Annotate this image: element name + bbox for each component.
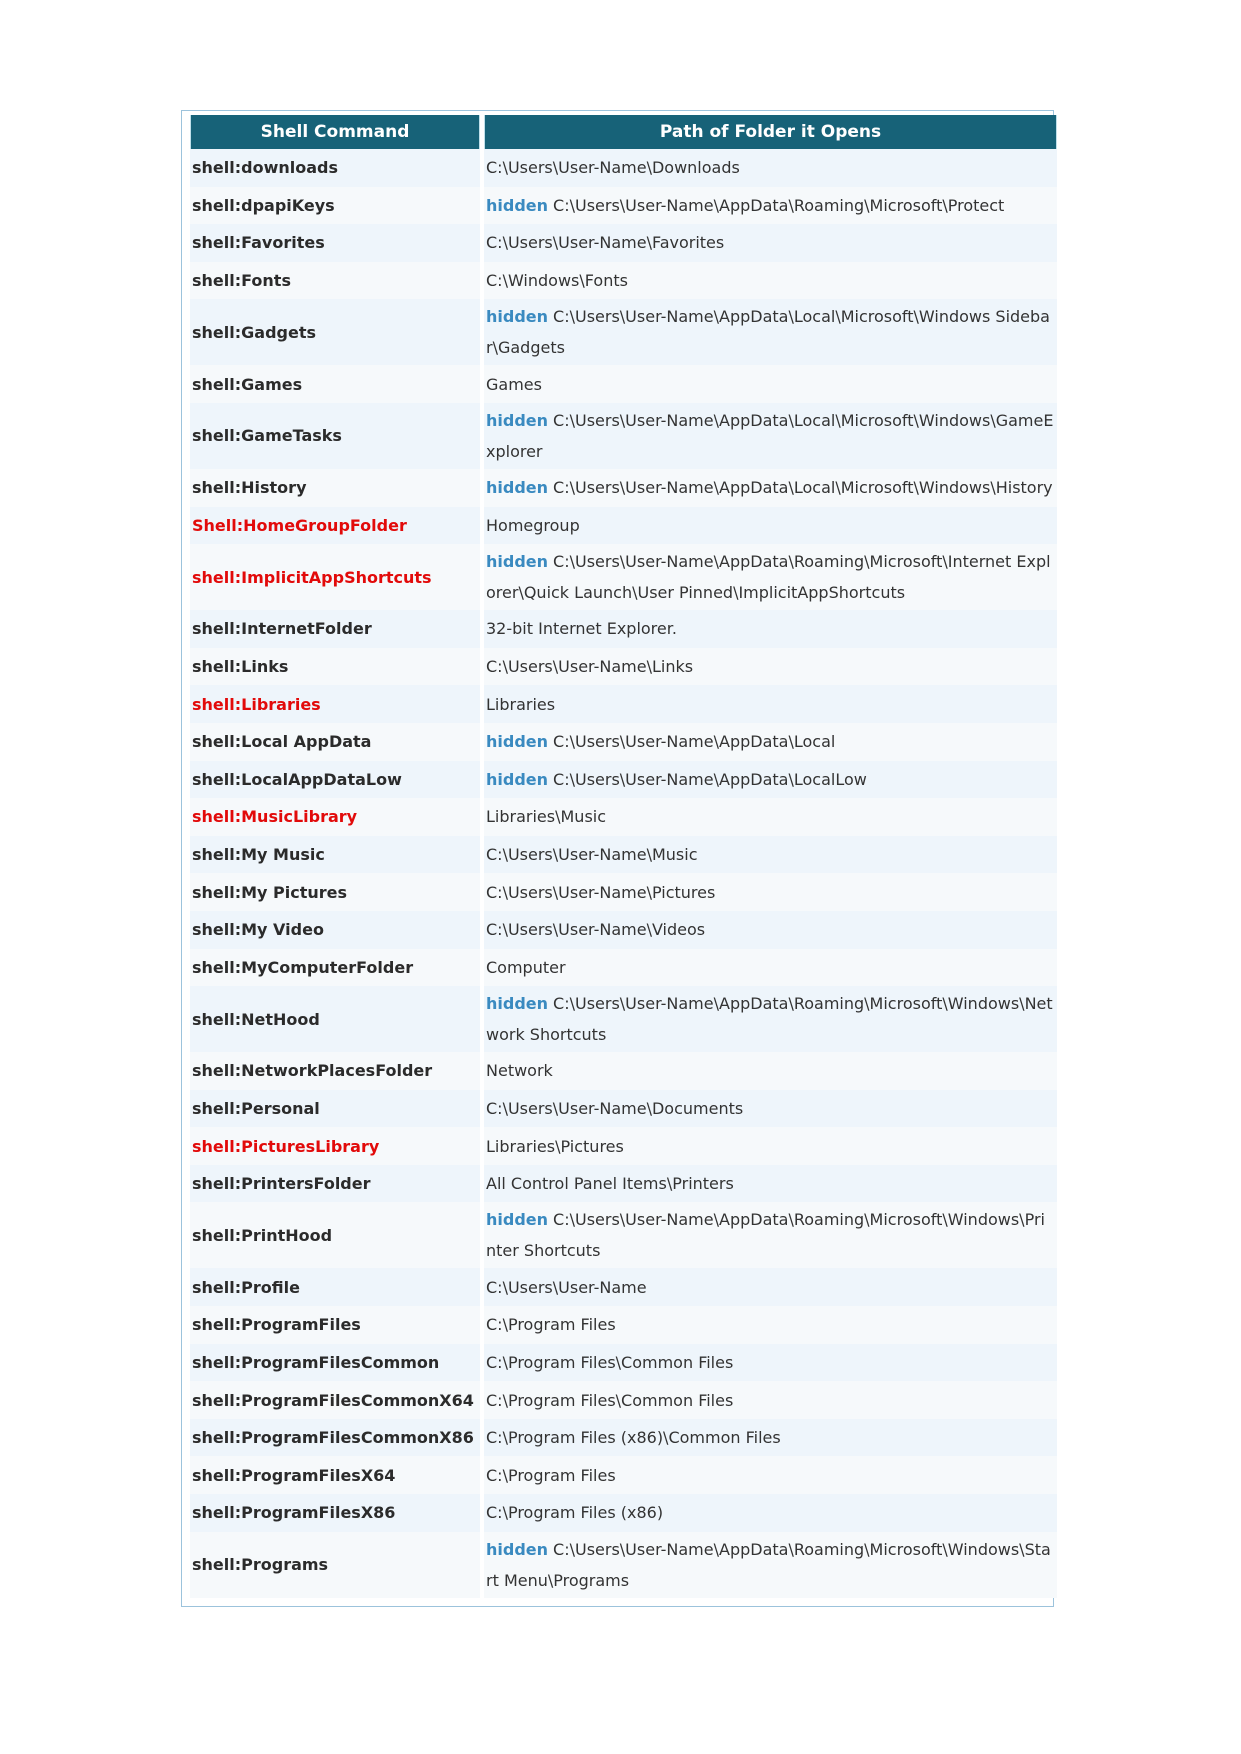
folder-path-cell [484, 403, 1057, 469]
folder-path-text: C:\Program Files [486, 1465, 616, 1485]
table-row [190, 507, 1057, 545]
table-row [190, 798, 1057, 836]
folder-path-cell [484, 1456, 1057, 1494]
folder-path-cell [484, 798, 1057, 836]
folder-path-cell [484, 1165, 1057, 1203]
table-row [190, 365, 1057, 403]
folder-path-cell [484, 949, 1057, 987]
table-row [190, 1494, 1057, 1532]
hidden-badge: hidden [486, 478, 549, 498]
shell-command-cell: shell:MusicLibrary [190, 798, 480, 836]
shell-command-cell: shell:Fonts [190, 262, 480, 300]
folder-path-text: C:\Users\User-Name\Favorites [486, 233, 725, 253]
table-row [190, 1306, 1057, 1344]
table-row [190, 648, 1057, 686]
folder-path-cell [484, 365, 1057, 403]
hidden-badge: hidden [486, 732, 549, 752]
table-row [190, 1127, 1057, 1165]
folder-path-cell [484, 1127, 1057, 1165]
hidden-badge: hidden [486, 307, 549, 327]
folder-path-text: C:\Users\User-Name\AppData\Local\Microsoft\Windows\GameExplorer [486, 410, 1054, 461]
folder-path-cell [484, 836, 1057, 874]
folder-path-cell [484, 1202, 1057, 1268]
folder-path-text: C:\Users\User-Name\Videos [486, 920, 706, 940]
folder-path-text: Computer [486, 957, 566, 977]
table-row [190, 1532, 1057, 1598]
folder-path-cell [484, 1090, 1057, 1128]
folder-path-cell [484, 1419, 1057, 1457]
folder-path-text: C:\Users\User-Name\Documents [486, 1098, 744, 1118]
table-row [190, 836, 1057, 874]
shell-command-cell: shell:Favorites [190, 224, 480, 262]
folder-path-text: C:\Users\User-Name\Music [486, 845, 698, 865]
hidden-badge: hidden [486, 1539, 549, 1559]
shell-command-cell: shell:NetworkPlacesFolder [190, 1052, 480, 1090]
folder-path-text: C:\Program Files\Common Files [486, 1352, 734, 1372]
shell-command-cell: shell:Games [190, 365, 480, 403]
shell-command-cell: shell:LocalAppDataLow [190, 761, 480, 799]
folder-path-cell [484, 610, 1057, 648]
table-row [190, 873, 1057, 911]
folder-path-cell [484, 1381, 1057, 1419]
table-row [190, 1456, 1057, 1494]
folder-path-text: C:\Users\User-Name\AppData\Local [553, 732, 836, 752]
folder-path-cell [484, 1344, 1057, 1382]
folder-path-text: C:\Users\User-Name\AppData\Roaming\Microsoft\Protect [553, 195, 1005, 215]
folder-path-text: C:\Users\User-Name\AppData\LocalLow [553, 769, 867, 789]
table-row [190, 1419, 1057, 1457]
table-row [190, 403, 1057, 469]
folder-path-text: C:\Users\User-Name\Downloads [486, 158, 740, 178]
shell-command-cell: shell:Profile [190, 1268, 480, 1306]
folder-path-cell [484, 911, 1057, 949]
folder-path-cell [484, 1268, 1057, 1306]
hidden-badge: hidden [486, 195, 549, 215]
table-row [190, 761, 1057, 799]
table-row [190, 949, 1057, 987]
table-header-row [190, 115, 1057, 149]
table-row [190, 1381, 1057, 1419]
table-row [190, 685, 1057, 723]
folder-path-cell [484, 986, 1057, 1052]
shell-command-cell: shell:History [190, 469, 480, 507]
shell-command-cell: shell:ProgramFilesCommonX86 [190, 1419, 480, 1457]
shell-command-cell: shell:My Pictures [190, 873, 480, 911]
folder-path-cell [484, 685, 1057, 723]
shell-command-cell: shell:PrintHood [190, 1202, 480, 1268]
table-row [190, 299, 1057, 365]
shell-commands-table [186, 115, 1061, 1598]
table-row [190, 911, 1057, 949]
folder-path-cell [484, 469, 1057, 507]
folder-path-cell [484, 187, 1057, 225]
folder-path-text: Libraries [486, 694, 556, 714]
shell-command-cell: shell:NetHood [190, 986, 480, 1052]
shell-command-cell: shell:MyComputerFolder [190, 949, 480, 987]
shell-command-cell: shell:Local AppData [190, 723, 480, 761]
shell-command-cell: shell:Programs [190, 1532, 480, 1598]
shell-command-cell: shell:ProgramFiles [190, 1306, 480, 1344]
table-row [190, 1268, 1057, 1306]
shell-commands-table-frame [181, 110, 1054, 1607]
table-row [190, 469, 1057, 507]
folder-path-text: C:\Users\User-Name\Pictures [486, 882, 716, 902]
folder-path-cell [484, 299, 1057, 365]
shell-command-cell: shell:Personal [190, 1090, 480, 1128]
folder-path-cell [484, 723, 1057, 761]
table-row [190, 187, 1057, 225]
table-row [190, 610, 1057, 648]
shell-command-cell: shell:PicturesLibrary [190, 1127, 480, 1165]
folder-path-text: Libraries\Pictures [486, 1136, 624, 1156]
folder-path-cell [484, 149, 1057, 187]
shell-command-cell: shell:Gadgets [190, 299, 480, 365]
shell-command-cell: shell:downloads [190, 149, 480, 187]
folder-path-text: C:\Users\User-Name\AppData\Local\Microsoft\Windows Sidebar\Gadgets [486, 307, 1050, 358]
folder-path-text: C:\Users\User-Name\AppData\Roaming\Microsoft\Windows\Start Menu\Programs [486, 1539, 1051, 1590]
folder-path-text: C:\Users\User-Name\AppData\Roaming\Microsoft\Internet Explorer\Quick Launch\User Pinned\ImplicitAppShortcuts [486, 552, 1051, 603]
hidden-badge: hidden [486, 769, 549, 789]
table-row [190, 1052, 1057, 1090]
header-shell-command: Shell Command [190, 115, 480, 149]
hidden-badge: hidden [486, 1210, 549, 1230]
folder-path-text: C:\Users\User-Name\AppData\Roaming\Microsoft\Windows\Printer Shortcuts [486, 1210, 1045, 1261]
table-row [190, 544, 1057, 610]
table-row [190, 986, 1057, 1052]
folder-path-text: C:\Users\User-Name [486, 1277, 647, 1297]
folder-path-text: C:\Users\User-Name\AppData\Local\Microsoft\Windows\History [553, 478, 1053, 498]
folder-path-text: C:\Users\User-Name\Links [486, 657, 694, 677]
table-row [190, 1344, 1057, 1382]
folder-path-text: Homegroup [486, 515, 580, 535]
folder-path-cell [484, 1494, 1057, 1532]
shell-command-cell: shell:ProgramFilesX64 [190, 1456, 480, 1494]
folder-path-text: C:\Program Files (x86)\Common Files [486, 1428, 781, 1448]
shell-command-cell: shell:ImplicitAppShortcuts [190, 544, 480, 610]
hidden-badge: hidden [486, 994, 549, 1014]
shell-command-cell: shell:My Music [190, 836, 480, 874]
hidden-badge: hidden [486, 410, 549, 430]
shell-command-cell: shell:ProgramFilesCommon [190, 1344, 480, 1382]
folder-path-text: All Control Panel Items\Printers [486, 1174, 734, 1194]
table-row [190, 1090, 1057, 1128]
folder-path-text: Games [486, 374, 542, 394]
folder-path-text: 32-bit Internet Explorer. [486, 619, 677, 639]
folder-path-cell [484, 648, 1057, 686]
table-row [190, 1165, 1057, 1203]
folder-path-cell [484, 262, 1057, 300]
shell-command-cell: shell:Libraries [190, 685, 480, 723]
folder-path-text: C:\Program Files (x86) [486, 1503, 664, 1523]
shell-command-cell: shell:dpapiKeys [190, 187, 480, 225]
table-row [190, 723, 1057, 761]
folder-path-text: Network [486, 1061, 553, 1081]
shell-command-cell: shell:GameTasks [190, 403, 480, 469]
shell-command-cell: shell:PrintersFolder [190, 1165, 480, 1203]
folder-path-text: C:\Program Files [486, 1315, 616, 1335]
hidden-badge: hidden [486, 552, 549, 572]
shell-command-cell: shell:Links [190, 648, 480, 686]
folder-path-cell [484, 507, 1057, 545]
shell-command-cell: Shell:HomeGroupFolder [190, 507, 480, 545]
folder-path-text: Libraries\Music [486, 807, 607, 827]
folder-path-text: C:\Program Files\Common Files [486, 1390, 734, 1410]
folder-path-cell [484, 873, 1057, 911]
folder-path-text: C:\Users\User-Name\AppData\Roaming\Microsoft\Windows\Network Shortcuts [486, 994, 1053, 1045]
header-folder-path: Path of Folder it Opens [484, 115, 1057, 149]
folder-path-text: C:\Windows\Fonts [486, 271, 628, 291]
table-row [190, 1202, 1057, 1268]
shell-command-cell: shell:My Video [190, 911, 480, 949]
folder-path-cell [484, 1052, 1057, 1090]
table-row [190, 224, 1057, 262]
table-row [190, 262, 1057, 300]
folder-path-cell [484, 224, 1057, 262]
shell-command-cell: shell:InternetFolder [190, 610, 480, 648]
table-row [190, 149, 1057, 187]
folder-path-cell [484, 1306, 1057, 1344]
table-body [190, 149, 1057, 1598]
shell-command-cell: shell:ProgramFilesCommonX64 [190, 1381, 480, 1419]
folder-path-cell [484, 761, 1057, 799]
folder-path-cell [484, 544, 1057, 610]
folder-path-cell [484, 1532, 1057, 1598]
shell-command-cell: shell:ProgramFilesX86 [190, 1494, 480, 1532]
